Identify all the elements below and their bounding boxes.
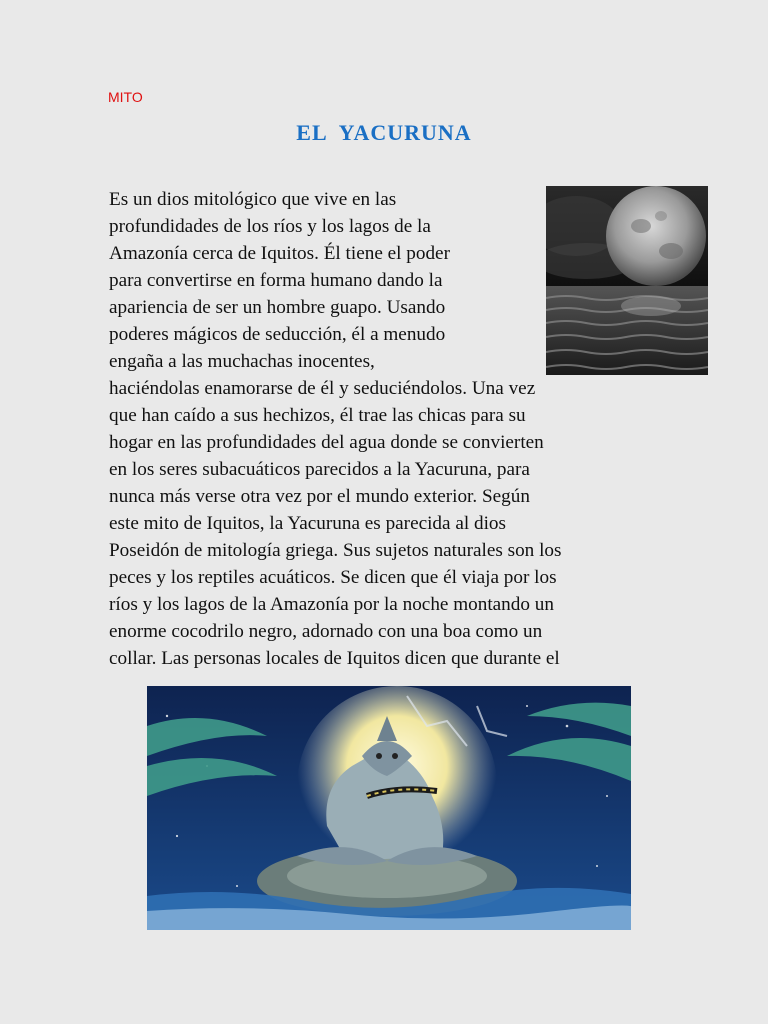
- body-line: nunca más verse otra vez por el mundo exterior. Según: [109, 486, 530, 507]
- body-line: Poseidón de mitología griega. Sus sujetos naturales son los: [109, 540, 562, 561]
- body-line: enorme cocodrilo negro, adornado con una boa como un: [109, 621, 543, 642]
- body-line: Es un dios mitológico que vive en las: [109, 189, 397, 210]
- yacuruna-illustration: [147, 686, 631, 930]
- body-line: apariencia de ser un hombre guapo. Usando: [109, 297, 446, 318]
- body-line: collar. Las personas locales de Iquitos dicen que durante el: [109, 648, 560, 669]
- body-line: ríos y los lagos de la Amazonía por la noche montando un: [109, 594, 554, 615]
- body-line: este mito de Iquitos, la Yacuruna es parecida al dios: [109, 513, 506, 534]
- body-line: que han caído a sus hechizos, él trae las chicas para su: [109, 405, 526, 426]
- body-line: haciéndolas enamorarse de él y seduciéndolos. Una vez: [109, 378, 536, 399]
- body-line: poderes mágicos de seducción, él a menudo: [109, 324, 446, 345]
- body-line: hogar en las profundidades del agua donde se convierten: [109, 432, 544, 453]
- body-line: engaña a las muchachas inocentes,: [109, 351, 375, 372]
- page-title: EL YACURUNA: [296, 120, 472, 145]
- body-line: profundidades de los ríos y los lagos de la: [109, 216, 431, 237]
- body-line: Amazonía cerca de Iquitos. Él tiene el poder: [109, 243, 450, 264]
- moon-over-water-image: [546, 186, 708, 375]
- document-label: MITO: [108, 89, 143, 105]
- body-line: para convertirse en forma humano dando la: [109, 270, 443, 291]
- body-line: peces y los reptiles acuáticos. Se dicen que él viaja por los: [109, 567, 557, 588]
- body-line: en los seres subacuáticos parecidos a la Yacuruna, para: [109, 459, 530, 480]
